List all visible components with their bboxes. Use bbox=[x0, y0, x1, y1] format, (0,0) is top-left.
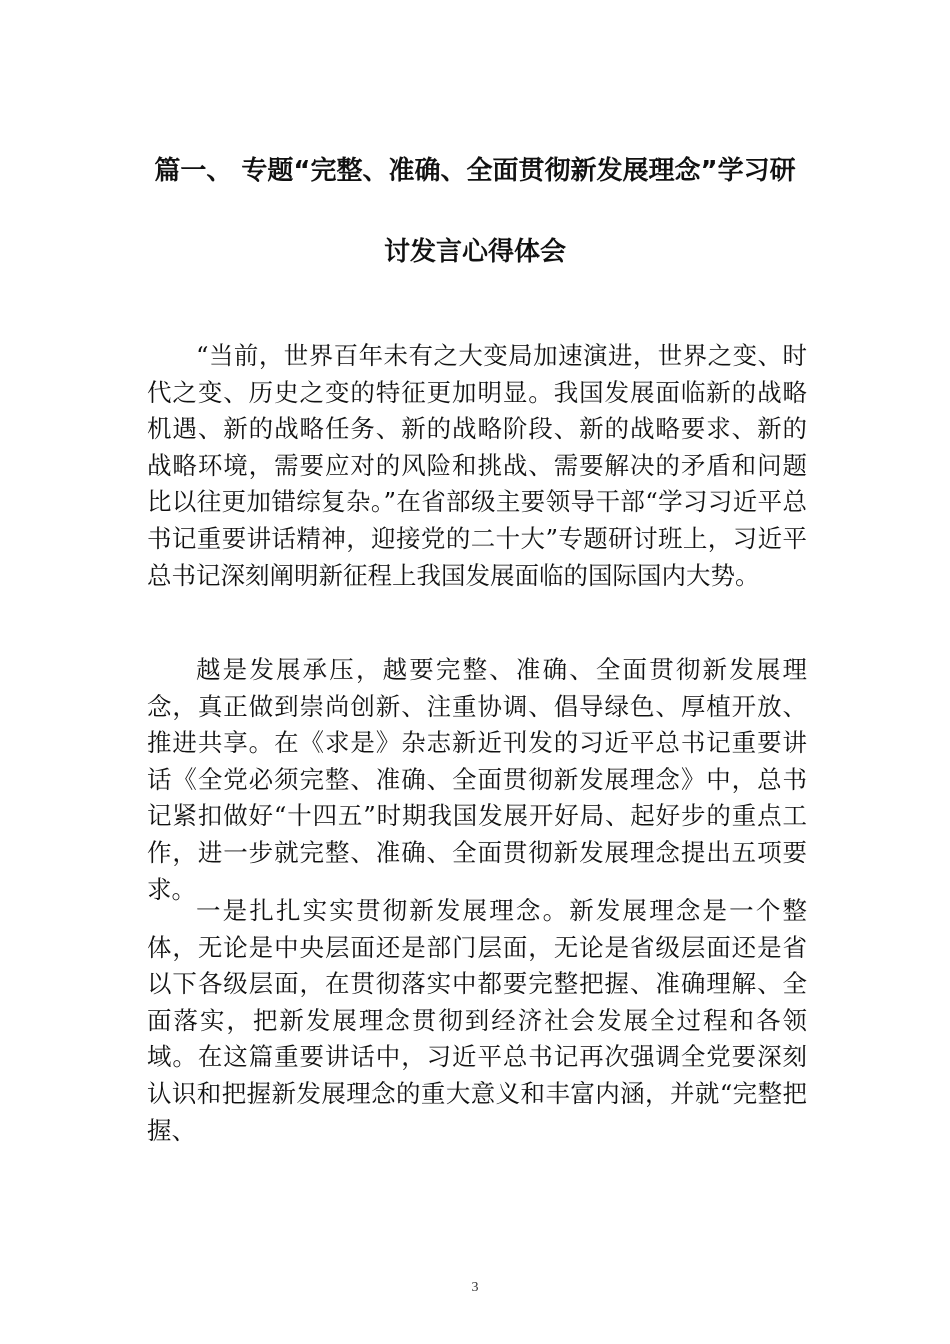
body-paragraph-3: 一是扎扎实实贯彻新发展理念。新发展理念是一个整体，无论是中央层面还是部门层面，无论是省级层面还是省以下各级层面，在贯彻落实中都要完整把握、准确理解、全面落实，把新发展理念贯彻到经济社会发展全过程和各领域。在这篇重要讲话中，习近平总书记再次强调全党要深刻认识和把握新发展理念的重大意义和丰富内涵，并就“完整把握、 bbox=[147, 896, 807, 1145]
page-number: 3 bbox=[471, 1280, 479, 1295]
document-title-line-1: 篇一、 专题“完整、准确、全面贯彻新发展理念”学习研 bbox=[154, 156, 796, 186]
document-title-line-2: 讨发言心得体会 bbox=[383, 237, 566, 267]
body-paragraph-2: 越是发展承压，越要完整、准确、全面贯彻新发展理念，真正做到崇尚创新、注重协调、倡导绿色、厚植开放、推进共享。在《求是》杂志新近刊发的习近平总书记重要讲话《全党必须完整、准确、全面贯彻新发展理念》中，总书记紧扣做好“十四五”时期我国发展开好局、起好步的重点工作，进一步就完整、准确、全面贯彻新发展理念提出五项要求。 bbox=[147, 655, 807, 904]
body-paragraph-1: “当前，世界百年未有之大变局加速演进，世界之变、时代之变、历史之变的特征更加明显。我国发展面临新的战略机遇、新的战略任务、新的战略阶段、新的战略要求、新的战略环境，需要应对的风险和挑战、需要解决的矛盾和问题比以往更加错综复杂。”在省部级主要领导干部“学习习近平总书记重要讲话精神，迎接党的二十大”专题研讨班上，习近平总书记深刻阐明新征程上我国发展面临的国际国内大势。 bbox=[147, 341, 807, 590]
